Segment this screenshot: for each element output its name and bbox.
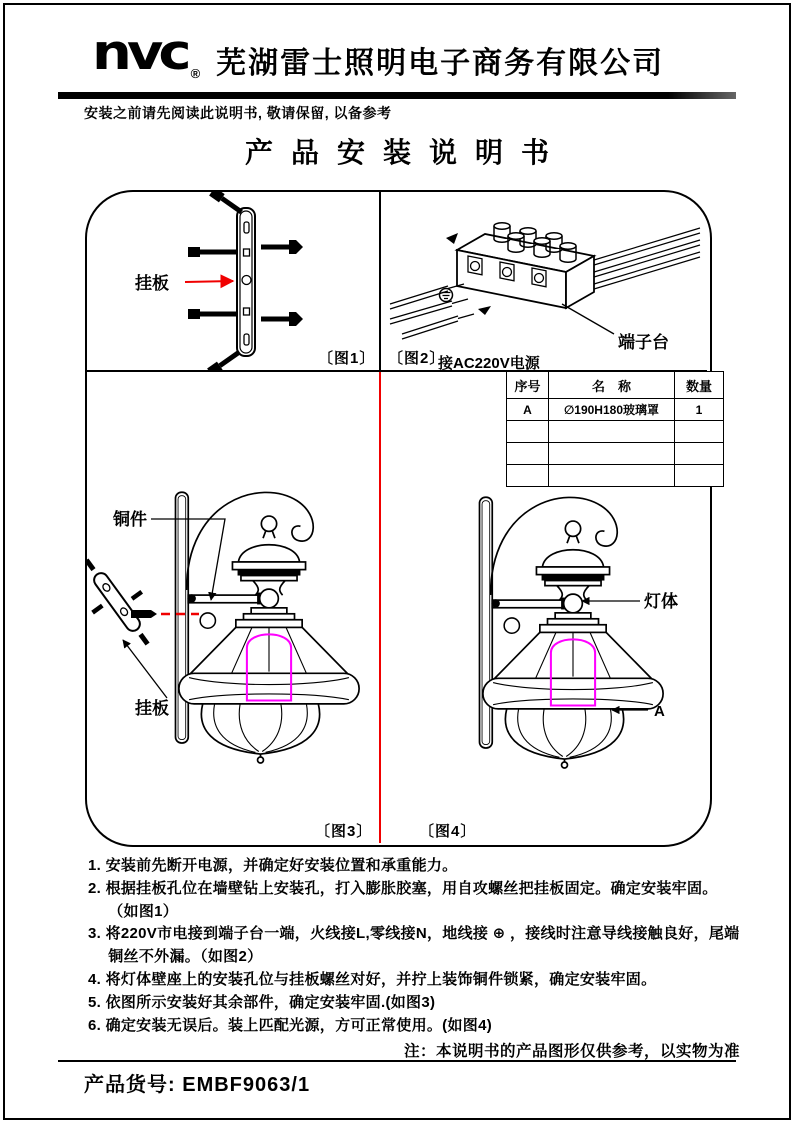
lamp-body-label: 灯体 [644,592,678,611]
instruction-step-5: 5. 依图所示安装好其余部件，确定安装牢固.(如图3) [88,993,436,1011]
parts-table-header-row [507,372,724,399]
part-qty [675,465,724,487]
hanging-plate-leader-line [123,640,167,698]
instruction-step-3: 3. 将220V市电接到端子台一端，火线接L,零线接N，地线接 ⊕ ，接线时注意导线接触良好，尾端铜丝不外漏。（如图2） [88,925,740,966]
part-index [507,421,549,443]
header-rule [58,92,736,99]
figure4-caption: 〔图4〕 [419,823,477,840]
col-header-qty: 数量 [675,372,724,399]
wall-lamp [176,492,360,763]
hanging-plate-label: 挂板 [135,699,169,718]
figure-box-vertical-divider-bottom [379,372,381,843]
part-name: ∅190H180玻璃罩 [549,399,675,421]
table-row [507,443,724,465]
part-a-label: A [654,703,665,720]
mounting-plate-drawing [237,208,255,356]
header [92,23,665,82]
part-name [549,465,675,487]
product-number-label: 产品货号: [84,1074,176,1096]
tilted-hanging-plate [87,545,169,660]
part-qty: 1 [675,399,724,421]
part-index: A [507,399,549,421]
part-name [549,421,675,443]
instruction-step-1: 1. 安装前先断开电源，并确定好安装位置和承重能力。 [88,857,458,874]
part-index [507,443,549,465]
reference-note: 注：本说明书的产品图形仅供参考，以实物为准 [403,1043,740,1061]
nvc-logo: nvc [92,23,187,82]
page-title: 产品安装说明书 [244,137,567,168]
figure3-caption: 〔图3〕 [315,823,373,840]
ground-symbol-icon [440,289,453,302]
red-pointer-arrow [185,281,233,282]
col-header-name: 名 称 [549,372,675,399]
table-row [507,465,724,487]
part-index [507,465,549,487]
col-header-index: 序号 [507,372,549,399]
wall-lamp [480,497,664,768]
instruction-step-2: 2. 根据挂板孔位在墙壁钻上安装孔，打入膨胀胶塞，用自攻螺丝把挂板固定。确定安装牢固。（如图1） [88,879,718,920]
terminal-leader-line [562,304,614,334]
read-notice: 安装之前请先阅读此说明书, 敬请保留, 以备参考 [84,105,392,121]
table-row [507,421,724,443]
product-number-row [84,1068,310,1097]
figure2-caption: 〔图2〕 [388,350,446,367]
figure1-caption: 〔图1〕 [318,350,376,367]
company-name: 芜湖雷士照明电子商务有限公司 [216,47,665,80]
instructions-list [88,855,740,1061]
product-number-value: EMBF9063/1 [182,1074,311,1096]
terminal-block-label: 端子台 [618,333,669,352]
hanging-plate-label: 挂板 [135,274,169,293]
ac-power-label: 接AC220V电源 [438,355,540,370]
figure1-hanging-plate-drawing [85,192,380,370]
registered-trademark-icon: ® [190,66,201,81]
copper-screw [131,610,157,618]
part-name [549,443,675,465]
parts-table [506,371,724,487]
instruction-step-6: 6. 确定安装无误后。装上匹配光源，方可正常使用。(如图4) [88,1016,493,1034]
copper-part-label: 铜件 [113,510,147,529]
part-qty [675,443,724,465]
instruction-step-4: 4. 将灯体壁座上的安装孔位与挂板螺丝对好，并拧上装饰铜件锁紧，确定安装牢固。 [88,970,657,988]
figure3-wall-lamp-drawing [87,374,378,842]
table-row [507,399,724,421]
part-qty [675,421,724,443]
figure2-terminal-block-drawing [382,192,708,370]
footer-rule [58,1060,736,1062]
